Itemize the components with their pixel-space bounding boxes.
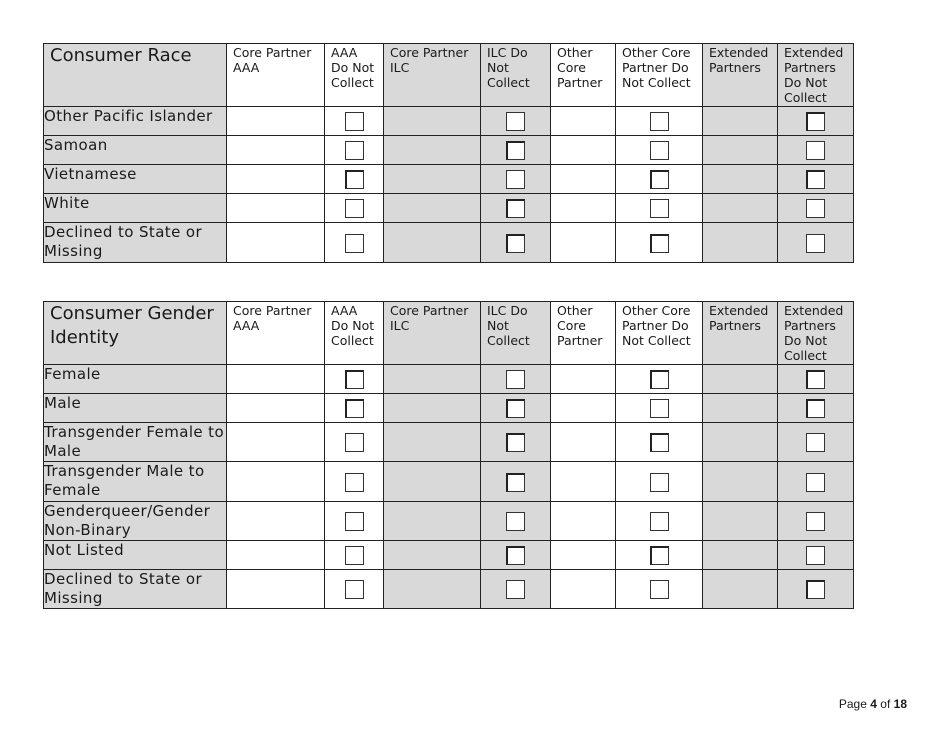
cell-extended-partners[interactable] xyxy=(703,502,778,541)
row-label: Transgender Male to Female xyxy=(44,462,227,502)
cell-extended-partners-do-not-collect xyxy=(778,394,854,423)
cell-extended-partners[interactable] xyxy=(703,223,778,263)
row-label: Genderqueer/Gender Non-Binary xyxy=(44,502,227,541)
cell-core-partner-aaa[interactable] xyxy=(227,462,325,502)
header-other-core-partner: Other Core Partner xyxy=(551,302,616,365)
cell-other-core-partner-do-not-collect xyxy=(616,136,703,165)
other-core-partner-do-not-collect-checkbox[interactable] xyxy=(650,473,669,492)
other-core-partner-do-not-collect-checkbox[interactable] xyxy=(650,399,669,418)
cell-core-partner-aaa[interactable] xyxy=(227,194,325,223)
cell-other-core-partner-do-not-collect xyxy=(616,394,703,423)
header-extended-partners: Extended Partners xyxy=(703,302,778,365)
header-core-partner-ilc: Core Partner ILC xyxy=(384,302,481,365)
cell-other-core-partner-do-not-collect xyxy=(616,570,703,609)
extended-partners-do-not-collect-checkbox[interactable] xyxy=(806,433,825,452)
cell-core-partner-ilc[interactable] xyxy=(384,165,481,194)
cell-other-core-partner-do-not-collect xyxy=(616,423,703,462)
cell-ilc-do-not-collect xyxy=(481,570,551,609)
cell-extended-partners-do-not-collect xyxy=(778,365,854,394)
cell-extended-partners-do-not-collect xyxy=(778,462,854,502)
cell-ilc-do-not-collect xyxy=(481,502,551,541)
table-title: Consumer Race xyxy=(44,44,227,107)
cell-core-partner-ilc[interactable] xyxy=(384,502,481,541)
cell-core-partner-aaa[interactable] xyxy=(227,541,325,570)
consumer-race-table xyxy=(43,43,854,263)
other-core-partner-do-not-collect-checkbox[interactable] xyxy=(650,370,669,389)
header-extended-partners-do-not-collect: Extended Partners Do Not Collect xyxy=(778,302,854,365)
table-row xyxy=(44,394,854,423)
cell-aaa-do-not-collect xyxy=(325,223,384,263)
cell-extended-partners[interactable] xyxy=(703,423,778,462)
aaa-do-not-collect-checkbox[interactable] xyxy=(345,512,364,531)
cell-ilc-do-not-collect xyxy=(481,462,551,502)
header-ilc-do-not-collect: ILC Do Not Collect xyxy=(481,302,551,365)
cell-extended-partners[interactable] xyxy=(703,394,778,423)
other-core-partner-do-not-collect-checkbox[interactable] xyxy=(650,234,669,253)
cell-ilc-do-not-collect xyxy=(481,107,551,136)
table-row xyxy=(44,165,854,194)
cell-other-core-partner[interactable] xyxy=(551,502,616,541)
cell-core-partner-aaa[interactable] xyxy=(227,107,325,136)
cell-core-partner-ilc[interactable] xyxy=(384,365,481,394)
header-aaa-do-not-collect: AAA Do Not Collect xyxy=(325,302,384,365)
table-row xyxy=(44,541,854,570)
ilc-do-not-collect-checkbox[interactable] xyxy=(506,170,525,189)
cell-ilc-do-not-collect xyxy=(481,223,551,263)
cell-extended-partners-do-not-collect xyxy=(778,136,854,165)
table-row xyxy=(44,223,854,263)
other-core-partner-do-not-collect-checkbox[interactable] xyxy=(650,170,669,189)
cell-other-core-partner[interactable] xyxy=(551,423,616,462)
cell-core-partner-aaa[interactable] xyxy=(227,502,325,541)
aaa-do-not-collect-checkbox[interactable] xyxy=(345,170,364,189)
cell-core-partner-ilc[interactable] xyxy=(384,570,481,609)
cell-core-partner-aaa[interactable] xyxy=(227,423,325,462)
cell-aaa-do-not-collect xyxy=(325,394,384,423)
table-row xyxy=(44,194,854,223)
aaa-do-not-collect-checkbox[interactable] xyxy=(345,370,364,389)
cell-other-core-partner[interactable] xyxy=(551,394,616,423)
other-core-partner-do-not-collect-checkbox[interactable] xyxy=(650,199,669,218)
cell-aaa-do-not-collect xyxy=(325,136,384,165)
cell-other-core-partner[interactable] xyxy=(551,223,616,263)
ilc-do-not-collect-checkbox[interactable] xyxy=(506,580,525,599)
cell-extended-partners[interactable] xyxy=(703,107,778,136)
cell-extended-partners[interactable] xyxy=(703,136,778,165)
header-extended-partners: Extended Partners xyxy=(703,44,778,107)
extended-partners-do-not-collect-checkbox[interactable] xyxy=(806,112,825,131)
header-core-partner-aaa: Core Partner AAA xyxy=(227,44,325,107)
header-extended-partners-do-not-collect: Extended Partners Do Not Collect xyxy=(778,44,854,107)
cell-ilc-do-not-collect xyxy=(481,194,551,223)
table-row xyxy=(44,423,854,462)
cell-extended-partners-do-not-collect xyxy=(778,194,854,223)
extended-partners-do-not-collect-checkbox[interactable] xyxy=(806,141,825,160)
cell-aaa-do-not-collect xyxy=(325,423,384,462)
row-label: Declined to State or Missing xyxy=(44,223,227,263)
cell-other-core-partner[interactable] xyxy=(551,136,616,165)
cell-extended-partners[interactable] xyxy=(703,541,778,570)
page-prefix: Page xyxy=(838,697,867,711)
other-core-partner-do-not-collect-checkbox[interactable] xyxy=(650,141,669,160)
cell-other-core-partner-do-not-collect xyxy=(616,365,703,394)
cell-aaa-do-not-collect xyxy=(325,570,384,609)
other-core-partner-do-not-collect-checkbox[interactable] xyxy=(650,112,669,131)
cell-core-partner-ilc[interactable] xyxy=(384,541,481,570)
ilc-do-not-collect-checkbox[interactable] xyxy=(506,234,525,253)
page-number xyxy=(839,697,907,711)
header-ilc-do-not-collect: ILC Do Not Collect xyxy=(481,44,551,107)
cell-aaa-do-not-collect xyxy=(325,462,384,502)
aaa-do-not-collect-checkbox[interactable] xyxy=(345,546,364,565)
cell-other-core-partner-do-not-collect xyxy=(616,502,703,541)
cell-extended-partners[interactable] xyxy=(703,570,778,609)
ilc-do-not-collect-checkbox[interactable] xyxy=(506,370,525,389)
aaa-do-not-collect-checkbox[interactable] xyxy=(345,199,364,218)
header-other-core-partner: Other Core Partner xyxy=(551,44,616,107)
cell-extended-partners-do-not-collect xyxy=(778,570,854,609)
row-label: Male xyxy=(44,394,227,423)
row-label: Vietnamese xyxy=(44,165,227,194)
other-core-partner-do-not-collect-checkbox[interactable] xyxy=(650,546,669,565)
cell-core-partner-ilc[interactable] xyxy=(384,462,481,502)
extended-partners-do-not-collect-checkbox[interactable] xyxy=(806,399,825,418)
ilc-do-not-collect-checkbox[interactable] xyxy=(506,199,525,218)
cell-ilc-do-not-collect xyxy=(481,394,551,423)
cell-core-partner-aaa[interactable] xyxy=(227,570,325,609)
table-row xyxy=(44,136,854,165)
header-core-partner-ilc: Core Partner ILC xyxy=(384,44,481,107)
extended-partners-do-not-collect-checkbox[interactable] xyxy=(806,170,825,189)
cell-other-core-partner[interactable] xyxy=(551,570,616,609)
cell-core-partner-aaa[interactable] xyxy=(227,223,325,263)
row-label: Female xyxy=(44,365,227,394)
cell-other-core-partner[interactable] xyxy=(551,194,616,223)
extended-partners-do-not-collect-checkbox[interactable] xyxy=(806,199,825,218)
consumer-gender-identity-table xyxy=(43,301,854,609)
other-core-partner-do-not-collect-checkbox[interactable] xyxy=(650,580,669,599)
cell-extended-partners[interactable] xyxy=(703,365,778,394)
cell-extended-partners-do-not-collect xyxy=(778,502,854,541)
cell-aaa-do-not-collect xyxy=(325,194,384,223)
cell-other-core-partner-do-not-collect xyxy=(616,165,703,194)
cell-other-core-partner[interactable] xyxy=(551,107,616,136)
aaa-do-not-collect-checkbox[interactable] xyxy=(345,433,364,452)
extended-partners-do-not-collect-checkbox[interactable] xyxy=(806,546,825,565)
ilc-do-not-collect-checkbox[interactable] xyxy=(506,433,525,452)
other-core-partner-do-not-collect-checkbox[interactable] xyxy=(650,512,669,531)
cell-ilc-do-not-collect xyxy=(481,541,551,570)
cell-aaa-do-not-collect xyxy=(325,541,384,570)
row-label: Samoan xyxy=(44,136,227,165)
extended-partners-do-not-collect-checkbox[interactable] xyxy=(806,512,825,531)
extended-partners-do-not-collect-checkbox[interactable] xyxy=(806,370,825,389)
row-label: Other Pacific Islander xyxy=(44,107,227,136)
cell-core-partner-ilc[interactable] xyxy=(384,136,481,165)
cell-other-core-partner-do-not-collect xyxy=(616,223,703,263)
page-of: of xyxy=(880,697,891,711)
ilc-do-not-collect-checkbox[interactable] xyxy=(506,399,525,418)
cell-ilc-do-not-collect xyxy=(481,423,551,462)
cell-core-partner-ilc[interactable] xyxy=(384,423,481,462)
extended-partners-do-not-collect-checkbox[interactable] xyxy=(806,234,825,253)
row-label: Transgender Female to Male xyxy=(44,423,227,462)
cell-core-partner-ilc[interactable] xyxy=(384,223,481,263)
cell-other-core-partner[interactable] xyxy=(551,462,616,502)
cell-other-core-partner-do-not-collect xyxy=(616,462,703,502)
cell-core-partner-aaa[interactable] xyxy=(227,136,325,165)
cell-core-partner-aaa[interactable] xyxy=(227,394,325,423)
table-row xyxy=(44,462,854,502)
cell-extended-partners-do-not-collect xyxy=(778,541,854,570)
row-label: White xyxy=(44,194,227,223)
cell-core-partner-aaa[interactable] xyxy=(227,365,325,394)
extended-partners-do-not-collect-checkbox[interactable] xyxy=(806,580,825,599)
cell-extended-partners[interactable] xyxy=(703,165,778,194)
cell-other-core-partner[interactable] xyxy=(551,165,616,194)
cell-other-core-partner[interactable] xyxy=(551,541,616,570)
cell-extended-partners[interactable] xyxy=(703,462,778,502)
cell-aaa-do-not-collect xyxy=(325,107,384,136)
table-row xyxy=(44,365,854,394)
aaa-do-not-collect-checkbox[interactable] xyxy=(345,234,364,253)
cell-ilc-do-not-collect xyxy=(481,136,551,165)
cell-other-core-partner-do-not-collect xyxy=(616,541,703,570)
cell-extended-partners[interactable] xyxy=(703,194,778,223)
row-label: Declined to State or Missing xyxy=(44,570,227,609)
header-core-partner-aaa: Core Partner AAA xyxy=(227,302,325,365)
table-row xyxy=(44,502,854,541)
aaa-do-not-collect-checkbox[interactable] xyxy=(345,580,364,599)
cell-core-partner-aaa[interactable] xyxy=(227,165,325,194)
aaa-do-not-collect-checkbox[interactable] xyxy=(345,112,364,131)
header-aaa-do-not-collect: AAA Do Not Collect xyxy=(325,44,384,107)
table-row xyxy=(44,570,854,609)
aaa-do-not-collect-checkbox[interactable] xyxy=(345,473,364,492)
ilc-do-not-collect-checkbox[interactable] xyxy=(506,141,525,160)
cell-aaa-do-not-collect xyxy=(325,165,384,194)
cell-other-core-partner-do-not-collect xyxy=(616,194,703,223)
ilc-do-not-collect-checkbox[interactable] xyxy=(506,546,525,565)
cell-other-core-partner-do-not-collect xyxy=(616,107,703,136)
extended-partners-do-not-collect-checkbox[interactable] xyxy=(806,473,825,492)
cell-extended-partners-do-not-collect xyxy=(778,223,854,263)
total-pages: 18 xyxy=(893,697,907,711)
current-page: 4 xyxy=(870,697,877,711)
cell-aaa-do-not-collect xyxy=(325,502,384,541)
cell-core-partner-ilc[interactable] xyxy=(384,394,481,423)
row-label: Not Listed xyxy=(44,541,227,570)
header-other-core-partner-do-not-collect: Other Core Partner Do Not Collect xyxy=(616,302,703,365)
cell-extended-partners-do-not-collect xyxy=(778,107,854,136)
ilc-do-not-collect-checkbox[interactable] xyxy=(506,512,525,531)
cell-extended-partners-do-not-collect xyxy=(778,423,854,462)
ilc-do-not-collect-checkbox[interactable] xyxy=(506,112,525,131)
cell-core-partner-ilc[interactable] xyxy=(384,107,481,136)
cell-aaa-do-not-collect xyxy=(325,365,384,394)
aaa-do-not-collect-checkbox[interactable] xyxy=(345,141,364,160)
header-other-core-partner-do-not-collect: Other Core Partner Do Not Collect xyxy=(616,44,703,107)
aaa-do-not-collect-checkbox[interactable] xyxy=(345,399,364,418)
cell-core-partner-ilc[interactable] xyxy=(384,194,481,223)
table-title: Consumer Gender Identity xyxy=(44,302,227,365)
cell-ilc-do-not-collect xyxy=(481,165,551,194)
table-row xyxy=(44,107,854,136)
cell-ilc-do-not-collect xyxy=(481,365,551,394)
cell-extended-partners-do-not-collect xyxy=(778,165,854,194)
other-core-partner-do-not-collect-checkbox[interactable] xyxy=(650,433,669,452)
cell-other-core-partner[interactable] xyxy=(551,365,616,394)
ilc-do-not-collect-checkbox[interactable] xyxy=(506,473,525,492)
